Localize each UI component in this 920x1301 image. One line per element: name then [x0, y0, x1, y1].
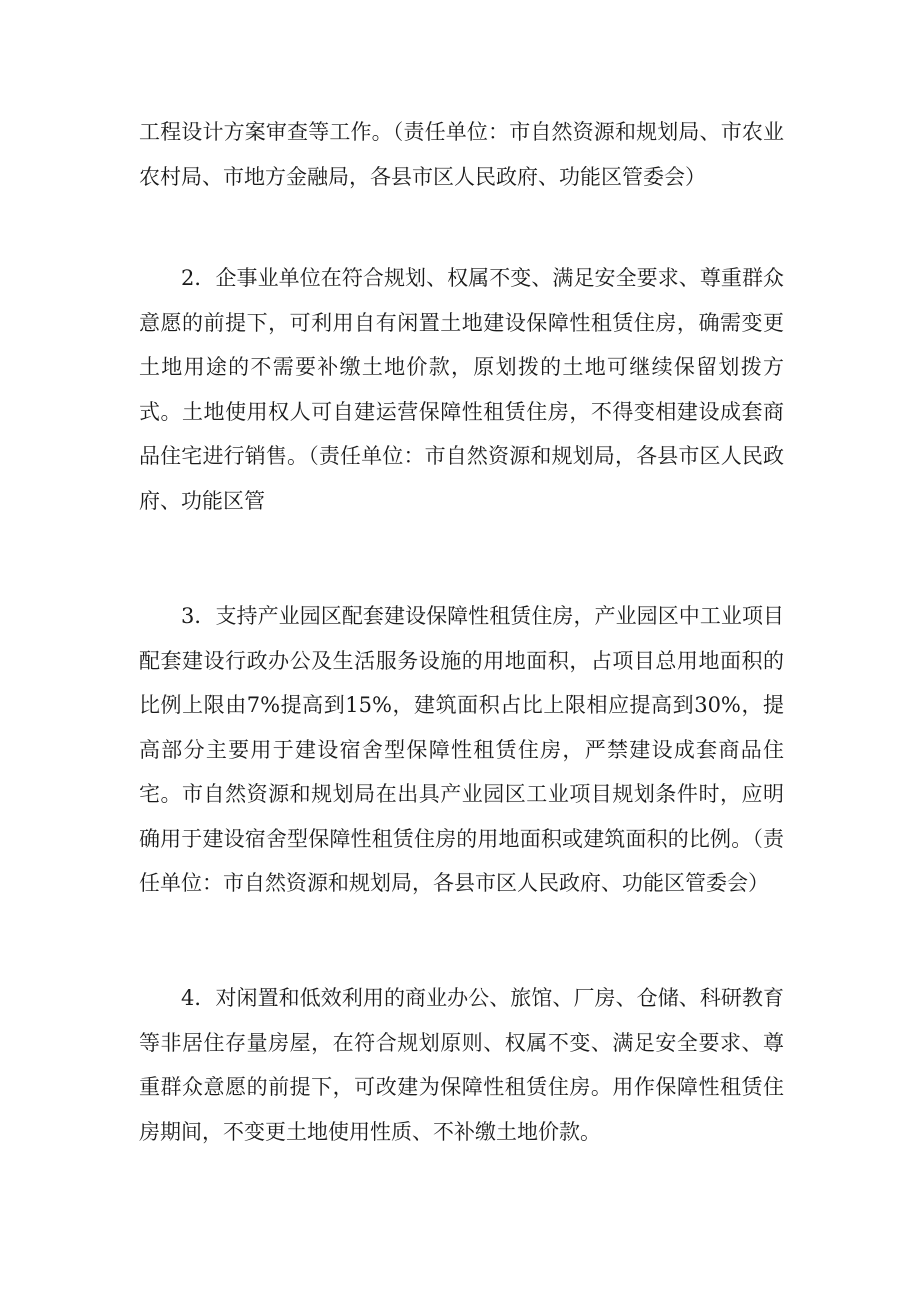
paragraph-4: 4．对闲置和低效利用的商业办公、旅馆、厂房、仓储、科研教育等非居住存量房屋，在符合规划原则、权属不变、满足安全要求、尊重群众意愿的前提下，可改建为保障性租赁住房。用作保障性租赁住房期间，不变更土地使用性质、不补缴土地价款。	[139, 986, 784, 1144]
paragraph-2: 2．企事业单位在符合规划、权属不变、满足安全要求、尊重群众意愿的前提下，可利用自有闲置土地建设保障性租赁住房，确需变更土地用途的不需要补缴土地价款，原划拨的土地可继续保留划拨方式。土地使用权人可自建运营保障性租赁住房，不得变相建设成套商品住宅进行销售。（责任单位：市自然资源和规划局，各县市区人民政府、功能区管	[139, 266, 784, 513]
paragraph-3: 3．支持产业园区配套建设保障性租赁住房，产业园区中工业项目配套建设行政办公及生活服务设施的用地面积，占项目总用地面积的比例上限由7%提高到15%，建筑面积占比上限相应提高到30%，提高部分主要用于建设宿舍型保障性租赁住房，严禁建设成套商品住宅。市自然资源和规划局在出具产业园区工业项目规划条件时，应明确用于建设宿舍型保障性租赁住房的用地面积或建筑面积的比例。（责任单位：市自然资源和规划局，各县市区人民政府、功能区管委会）	[139, 604, 784, 895]
paragraph-1: 工程设计方案审查等工作。（责任单位：市自然资源和规划局、市农业农村局、市地方金融局，各县市区人民政府、功能区管委会）	[139, 120, 784, 189]
